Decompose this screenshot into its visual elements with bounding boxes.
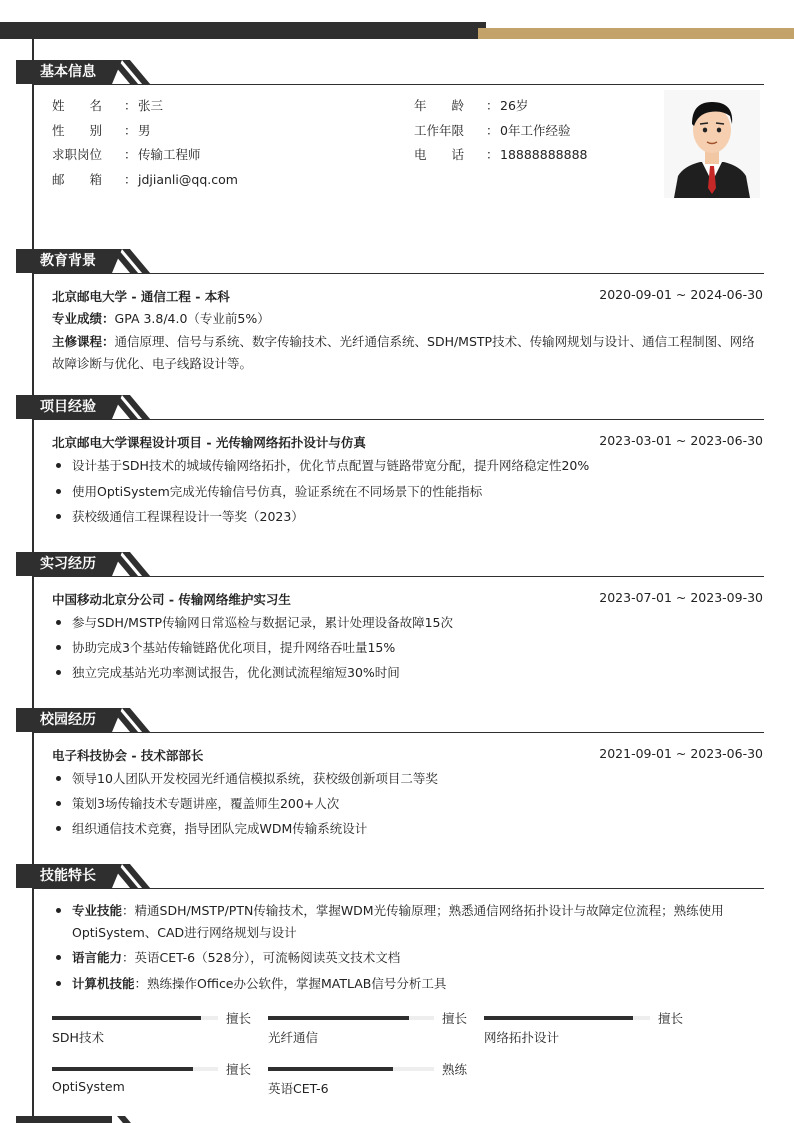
skill-fill <box>484 1016 633 1020</box>
info-phone <box>414 145 587 163</box>
project-date: 2023-03-01 ~ 2023-06-30 <box>599 433 763 448</box>
value: 男 <box>138 123 151 138</box>
bullet-text: 协助完成3个基站传输链路优化项目，提升网络吞吐量15% <box>72 640 396 655</box>
colon: ： <box>124 172 137 187</box>
skill-name: 网络拓扑设计 <box>484 1030 560 1045</box>
education-entry <box>52 287 763 305</box>
bullet-dot <box>56 489 61 494</box>
skill-label: 计算机技能 <box>72 976 135 991</box>
skill-track <box>52 1067 218 1071</box>
section-internship <box>0 552 794 680</box>
section-title: 教育背景 <box>16 249 112 273</box>
info-gender <box>52 121 151 139</box>
campus-date: 2021-09-01 ~ 2023-06-30 <box>599 746 763 761</box>
skill-level: 擅长 <box>658 1011 684 1026</box>
section-title: 技能特长 <box>16 864 112 888</box>
bullet-dot <box>56 645 61 650</box>
colon: ： <box>124 147 137 162</box>
skill-name: SDH技术 <box>52 1030 104 1045</box>
value: 张三 <box>138 98 164 113</box>
list-item <box>52 900 764 944</box>
skill-fill <box>52 1016 201 1020</box>
value: jdjianli@qq.com <box>138 172 238 187</box>
skill-track <box>268 1067 434 1071</box>
skill-level: 熟练 <box>442 1062 468 1077</box>
internship-date: 2023-07-01 ~ 2023-09-30 <box>599 590 763 605</box>
project-head: 北京邮电大学课程设计项目 - 光传输网络拓扑设计与仿真 <box>52 435 366 450</box>
section-rule <box>34 576 764 577</box>
list-item <box>52 612 752 634</box>
section-header <box>0 864 794 890</box>
section-skills <box>0 864 794 1096</box>
education-courses <box>52 331 764 375</box>
value: 0年工作经验 <box>500 123 571 138</box>
info-name <box>52 96 163 114</box>
section-title: 项目经验 <box>16 395 112 419</box>
gpa-label: 专业成绩： <box>52 311 115 326</box>
skill-level: 擅长 <box>226 1062 252 1077</box>
info-years <box>414 121 570 139</box>
bullet-text: 组织通信技术竞赛，指导团队完成WDM传输系统设计 <box>72 821 368 836</box>
label: 工作年限 <box>414 123 465 138</box>
internship-entry <box>52 590 763 608</box>
bullet-dot <box>56 514 61 519</box>
bullet-text: 领导10人团队开发校园光纤通信模拟系统，获校级创新项目二等奖 <box>72 771 438 786</box>
section-education <box>0 249 794 371</box>
profile-photo <box>664 90 760 198</box>
list-item <box>52 768 752 790</box>
skill-text: ：精通SDH/MSTP/PTN传输技术，掌握WDM光传输原理；熟悉通信网络拓扑设计与故障定位流程；熟练使用OptiSystem、CAD进行网络规划与设计 <box>72 903 724 940</box>
value: 26岁 <box>500 98 529 113</box>
section-title: 基本信息 <box>16 60 112 84</box>
stripe-1 <box>117 1116 131 1123</box>
skill-text: ：英语CET-6（528分），可流畅阅读英文技术文档 <box>122 950 401 965</box>
value: 传输工程师 <box>138 147 201 162</box>
skill-level: 擅长 <box>226 1011 252 1026</box>
info-email <box>52 170 238 188</box>
skill-fill <box>268 1016 409 1020</box>
campus-head: 电子科技协会 - 技术部部长 <box>52 748 204 763</box>
bullet-text: 设计基于SDH技术的城域传输网络拓扑，优化节点配置与链路带宽分配，提升网络稳定性20% <box>72 458 590 473</box>
skill-track <box>484 1016 650 1020</box>
bullet-text: 参与SDH/MSTP传输网日常巡检与数据记录，累计处理设备故障15次 <box>72 615 453 630</box>
skill-name: OptiSystem <box>52 1079 125 1094</box>
bullet-dot <box>56 908 61 913</box>
list-item <box>52 637 752 659</box>
gpa-value: GPA 3.8/4.0（专业前5%） <box>114 311 270 326</box>
skill-label: 语言能力 <box>72 950 123 965</box>
section-title: 实习经历 <box>16 552 112 576</box>
colon: ： <box>486 123 499 138</box>
list-item <box>52 973 752 995</box>
bullet-text: 策划3场传输技术专题讲座，覆盖师生200+人次 <box>72 796 340 811</box>
section-header <box>0 249 794 275</box>
list-item <box>52 481 752 503</box>
section-rule <box>34 419 764 420</box>
internship-head: 中国移动北京分公司 - 传输网络维护实习生 <box>52 592 291 607</box>
label: 电 话 <box>414 147 465 162</box>
list-item <box>52 947 752 969</box>
list-item <box>52 506 752 528</box>
skill-track <box>268 1016 434 1020</box>
bullet-text: 获校级通信工程课程设计一等奖（2023） <box>72 509 304 524</box>
education-date: 2020-09-01 ~ 2024-06-30 <box>599 287 763 302</box>
skill-name: 光纤通信 <box>268 1030 319 1045</box>
section-header <box>0 60 794 86</box>
section-header <box>0 708 794 734</box>
list-item <box>52 818 752 840</box>
skill-text: ：熟练操作Office办公软件，掌握MATLAB信号分析工具 <box>134 976 447 991</box>
section-rule <box>34 888 764 889</box>
section-project <box>0 395 794 524</box>
bullet-dot <box>56 620 61 625</box>
bullet-dot <box>56 801 61 806</box>
section-rule <box>34 732 764 733</box>
section-campus <box>0 708 794 836</box>
education-gpa <box>52 308 764 330</box>
label: 求职岗位 <box>52 147 103 162</box>
bullet-dot <box>56 955 61 960</box>
section-rule <box>34 84 764 85</box>
courses-label: 主修课程： <box>52 334 115 349</box>
left-rule <box>32 39 34 1123</box>
skill-fill <box>52 1067 193 1071</box>
project-entry <box>52 433 763 451</box>
top-bar-dark <box>0 22 486 39</box>
section-header <box>0 395 794 421</box>
list-item <box>52 455 752 477</box>
info-position <box>52 145 201 163</box>
courses-value: 通信原理、信号与系统、数字传输技术、光纤通信系统、SDH/MSTP技术、传输网规划与设计、通信工程制图、网络故障诊断与优化、电子线路设计等。 <box>52 334 755 371</box>
colon: ： <box>124 98 137 113</box>
section-title: 校园经历 <box>16 708 112 732</box>
list-item <box>52 662 752 684</box>
bullet-dot <box>56 776 61 781</box>
skill-level: 擅长 <box>442 1011 468 1026</box>
label: 姓 名 <box>52 98 103 113</box>
label: 邮 箱 <box>52 172 103 187</box>
bullet-dot <box>56 981 61 986</box>
skill-name: 英语CET-6 <box>268 1081 329 1096</box>
label: 性 别 <box>52 123 103 138</box>
skill-fill <box>268 1067 393 1071</box>
list-item <box>52 793 752 815</box>
bullet-dot <box>56 670 61 675</box>
info-age <box>414 96 528 114</box>
next-section-tab <box>16 1116 112 1123</box>
skill-track <box>52 1016 218 1020</box>
label: 年 龄 <box>414 98 465 113</box>
bullet-text: 独立完成基站光功率测试报告，优化测试流程缩短30%时间 <box>72 665 400 680</box>
school-line: 北京邮电大学 - 通信工程 - 本科 <box>52 289 230 304</box>
bullet-text: 使用OptiSystem完成光传输信号仿真，验证系统在不同场景下的性能指标 <box>72 484 483 499</box>
top-bar-gold <box>478 28 794 39</box>
bullet-dot <box>56 826 61 831</box>
avatar-illustration <box>664 90 760 198</box>
colon: ： <box>486 98 499 113</box>
value: 18888888888 <box>500 147 588 162</box>
colon: ： <box>486 147 499 162</box>
bullet-dot <box>56 463 61 468</box>
section-header <box>0 552 794 578</box>
campus-entry <box>52 746 763 764</box>
section-rule <box>34 273 764 274</box>
colon: ： <box>124 123 137 138</box>
skill-label: 专业技能 <box>72 903 123 918</box>
section-basic-info <box>0 60 794 187</box>
